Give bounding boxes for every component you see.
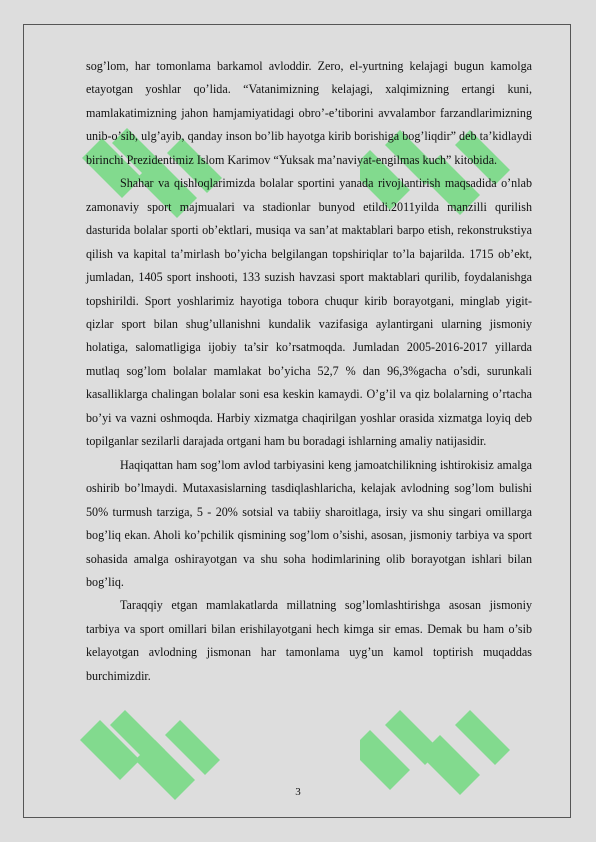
paragraph: sog’lom, har tomonlama barkamol avloddir. Zero, el-yurtning kelajagi bugun kamolga etayotgan yoshlar qo’lida. “Vatanimizning kelajagi, xalqimizning ertangi kuni, mamlakatimizning jahon hamjamiyatidagi obro’-e’tiborini avvalambor farzandlarimizning unib-o’sib, ulg’ayib, qanday inson bo’lib hayotga kirib borishiga bog’liqdir” deb ta’kidlaydi birinchi Prezidentimiz Islom Karimov “Yuksak ma’naviyat-engilmas kuch” kitobida. [86,59,532,167]
page-number: 3 [295,786,301,798]
body-text [86,55,532,688]
paragraph: Haqiqattan ham sog’lom avlod tarbiyasini keng jamoatchilikning ishtirokisiz amalga oshirib bo’lmaydi. Mutaxasislarning tasdiqlashlaricha, kelajak avlodning sog’lom bulishi 50% turmush tarziga, 5 - 20% sotsial va tabiiy sharoitlaga, irsiy va shu singari omillarga bog’liq ekan. Aholi ko’pchilik qismining sog’lom o’sishi, asosan, jismoniy tarbiya va sport sohasida amalga oshirayotgan va shu soha hodimlarining olib borayotgan ishlari bilan bog’liq. [86,457,532,589]
paragraph: Taraqqiy etgan mamlakatlarda millatning sog’lomlashtirishga asosan jismoniy tarbiya va sport omillari bilan erishilayotgani hech kimga sir emas. Demak bu ham o’sib kelayotgan avlodning jismonan har tamonlama uyg’un kamol toptirish muqaddas burchimizdir. [86,598,532,683]
paragraph: Shahar va qishloqlarimizda bolalar sportini yanada rivojlantirish maqsadida o’nlab zamonaviy sport majmualari va stadionlar bunyod etildi.2011yilda manzilli qurilish dasturida bolalar sporti ob’ektlari, musiqa va san’at maktablari barpo etish, rekonstrukstiya qilish va kapital ta’mirlash bo’yicha belgilangan topshiriqlar to’la bajarilda. 1715 ob’ekt, jumladan, 1405 sport inshooti, 133 suzish havzasi sport maktablari qurilib, foydalanishga topshirildi. Sport yoshlarimiz hayotiga tobora chuqur kirib borayotgani, minglab yigit-qizlar sport bilan shug’ullanishni kundalik vazifasiga aylantirgani ularning jismoniy holatiga, salomatligiga ijobiy ta’sir ko’rsatmoqda. Jumladan 2005-2016-2017 yillarda mutlaq sog’lom bolalar mamlakat bo’yicha 52,7 % dan 96,3%gacha o’sdi, surunkali kasalliklarga chalingan bolalar soni esa keskin kamaydi. O’g’il va qiz bolalarning o’rtacha bo’yi va vazni oshmoqda. Harbiy xizmatga chaqirilgan yoshlar orasida xizmatga loyiq deb topilganlar sezilarli darajada ortgani ham bu boradagi ishlarning amaliy natijasidir. [86,176,532,449]
